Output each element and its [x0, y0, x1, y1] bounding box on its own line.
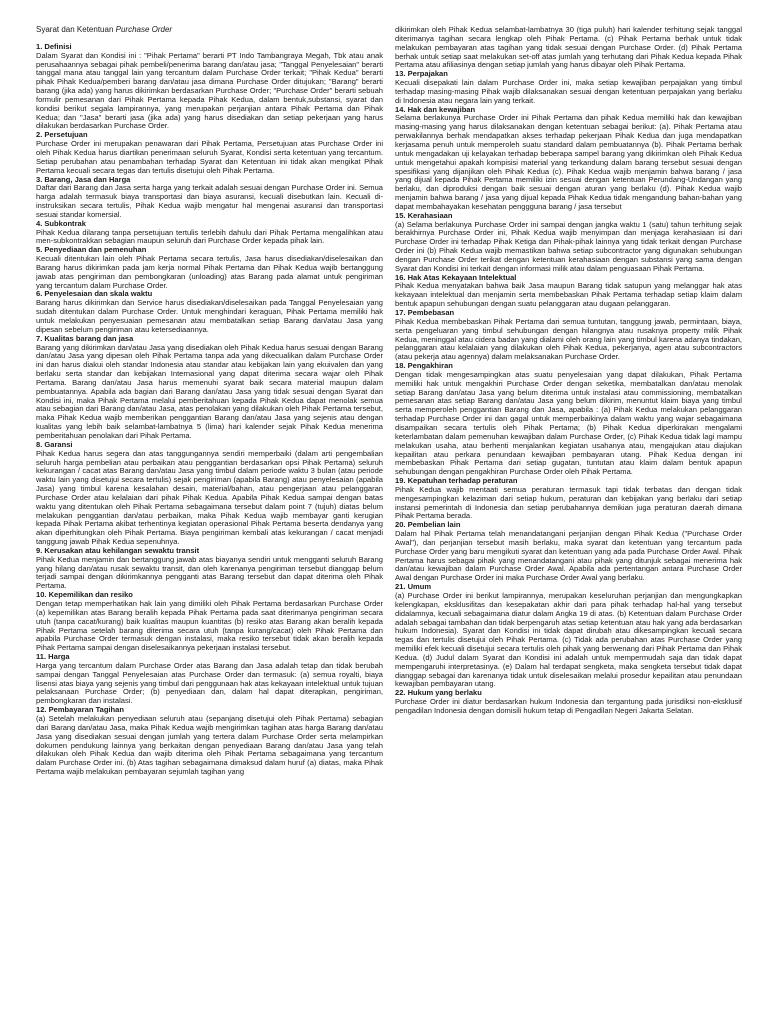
section-body: Barang harus dikirimkan dan Service harus disediakan/diselesaikan pada Tanggal Penyelesaian yang sudah ditentukan dalam Purchase Order. Untuk menghindari keraguan, Pihak Pertama memiliki hak untuk melakukan penyesuaian pemesanan atau membatalkan setiap Barang dan/atau Jasa yang dipesan sebelum pengiriman atau ketersediaannya.	[36, 298, 383, 334]
section-heading: 15. Kerahasiaan	[395, 210, 453, 220]
section-right-2	[395, 106, 742, 212]
section-left-2	[36, 176, 383, 220]
section-heading: 19. Kepatuhan terhadap peraturan	[395, 476, 518, 486]
section-heading: 12. Pembayaran Tagihan	[36, 705, 124, 715]
section-heading: 20. Pembelian lain	[395, 520, 461, 530]
title-emphasis: Purchase Order	[115, 26, 173, 34]
section-left-5	[36, 290, 383, 334]
section-body: Harga yang tercantum dalam Purchase Order atas Barang dan Jasa adalah tetap dan tidak berubah sampai dengan Tanggal Penyelesaian atas Purchase Order dan termasuk: (a) semua royalti, biaya lisensi atas biaya yang sejenis yang timbul dari penggunaan hak atas kekayaan intelektual untuk tujuan pelaksanaan Purchase Order; (b) penyediaan dan, dalam hal dapat diterapkan, pengiriman, pembongkaran dan instalasi.	[36, 660, 383, 706]
section-body: Pihak Kedua dilarang tanpa persetujuan tertulis terlebih dahulu dari Pihak Pertama mengalihkan atau men-subkontrakkan sebagian maupun seluruh dari Purchase Order kepada pihak lain.	[36, 227, 383, 246]
section-right-7	[395, 477, 742, 521]
section-heading: 14. Hak dan kewajiban	[395, 104, 476, 114]
section-heading: 11. Harga	[36, 652, 70, 662]
document-title	[36, 26, 383, 35]
section-heading: 13. Perpajakan	[395, 69, 448, 79]
section-body: Purchase Order ini diatur berdasarkan hukum Indonesia dan tergantung pada jurisdiksi non-eksklusif pengadilan Indonesia dengan domisili hukum tetap di Pengadilan Negeri Jakarta Selatan.	[395, 697, 742, 715]
section-body: Purchase Order ini merupakan penawaran dari Pihak Pertama, Persetujuan atas Purchase Order ini oleh Pihak Kedua harus diartikan penerimaan seluruh Syarat, Kondisi serta ketentuan yang tercantum. Setiap perubahan atau penambahan terhadap Syarat dan Ketentuan ini tidak akan mengikat Pihak Pertama kecuali secara tegas dan tertulis disetujui oleh Pihak Pertama.	[36, 139, 383, 175]
section-heading: 1. Definisi	[36, 41, 72, 51]
section-heading: 3. Barang, Jasa dan Harga	[36, 174, 131, 184]
section-heading: 17. Pembebasan	[395, 308, 455, 317]
section-right-3	[395, 212, 742, 274]
section-body: Pihak Kedua harus segera dan atas tanggungannya sendiri memperbaiki (dalam arti pengembalian seluruh harga pembelian atau perbaikan atau penggantian berdasarkan opsi Pihak Pertama) seluruh kekurangan / cacat atas Barang dan/atau Jasa yang timbul dalam periode waktu 3 bulan (atau periode waktu lain yang disetujui secara tertulis) sejak pengiriman (apabila Barang) atau penyelesaian (apabila Jasa) yang timbul karena kesalahan desain, material/bahan, atau pengerjaan atau pelanggaran Purchase Order atau kelalaian dari pihak Pihak Kedua. Apabila Pihak Kedua sampai dengan batas waktu yang ditentukan oleh Pihak Pertama sebagaimana tersebut dalam point 7 (tujuh) diatas belum melakukan penggantian dan/atau perbaikan, maka Pihak Kedua wajib membayar ganti kerugian kepada Pihak Pertama akibat terhentinya kegiatan operasional Pihak Pertama beserta dendanya yang akan diperhitungkan oleh Pihak Pertama. Biaya pengiriman kembali atas kekurangan / cacat menjadi tanggung jawab Pihak Kedua sepenuhnya.	[36, 448, 383, 547]
section-heading: 2. Persetujuan	[36, 130, 88, 140]
section-right-9	[395, 583, 742, 689]
right-column	[395, 26, 742, 1024]
section-left-9	[36, 591, 383, 653]
section-body: (a) Purchase Order ini berikut lampirannya, merupakan keseluruhan perjanjian dan mengungkapkan kelengkapan, eksklusifitas dan kesepakatan akhir dari para pihak terhadap hal-hal yang tersebut didalamnya, kecuali sebagaimana diatur dalam Angka 19 di atas. (b) Ketentuan dalam Purchase Order adalah sebagai tambahan dan tidak berpengaruh atas setiap ketentuan atau hak yang ada berdasarkan hukum Indonesia). Syarat dan Kondisi ini tidak dapat dirubah atau dikesampingkan kecuali secara tegas dan tertulis disetujui oleh Pihak Pertama. (c) Tidak ada perubahan atas Purchase Order yang memiliki efek kecuali disetujui secara tertulis oleh pihak yang berwenang dari Pihak Pertama dan Pihak Kedua. (d) Judul dalam Syarat dan Kondisi ini adalah untuk mempermudah saja dan tidak dapat mempengaruhi interpretasinya. (e) Dalam hal terdapat sengketa, maka sengketa tersebut tidak dapat dianggap sebagai dan karenanya tidak untuk diselesaikan melalui prosedur kepailitan atau penundaan kewajiban pembayaran utang.	[395, 591, 742, 689]
section-body: Selama berlakunya Purchase Order ini Pihak Pertama dan pihak Kedua memiliki hak dan kewajiban masing-masing yang harus dilaksanakan dengan ketentuan sebagai berikut: (a). Pihak Pertama atau perwakilannya berhak mendapatkan akses terhadap pekerjaan Pihak Kedua dan juga mendapatkan kerjasama penuh untuk memperoleh suatu standard dalam pembuatannya (b). Pihak Pertama berhak untuk mengadakan uji kelayakan terhadap beberapa sampel barang yang dikirimkan oleh Pihak Kedua untuk mengetahui apakah kompisisi material yang terkandung dalam barang tersebut sesuai dengan spesifikasi yang dijanjikan oleh Pihak Kedua (c). Pihak Kedua wajib menjamin bahwa barang / jasa yang dijual kepada Pihak Pertama memiliki izin sesuai dengan ketentuan Perundang-Undangan yang berlaku, dan diproduksi dengan baik sesuai dengan aturan yang berlaku (d). Pihak Kedua wajib menjamin bahwa barang / jasa yang dijual kepada Pihak Kedua tidak mengandung bahan-bahan yang dapat membahayakan kesehatan penggguna barang / jasa tersebut	[395, 113, 742, 211]
section-heading: 22. Hukum yang berlaku	[395, 688, 482, 698]
section-right-4	[395, 274, 742, 309]
section-body: (a) Selama berlakunya Purchase Order ini sampai dengan jangka waktu 1 (satu) tahun terhitung sejak berakhirnya Purchase Order ini, Pihak Kedua wajib menyimpan dan menjaga kerahasiaan isi dari Purchase Order ini terhadap Pihak Ketiga dan Pihak-pihak lainnya yang tidak terkait dengan Purchase Order ini (b) Pihak Kedua wajib memastikan bahwa setiap subcontractor yang digunakan sehubungan dengan Purchase Order terikat dengan ketentuan kerahasiaan dengan substansi yang sama dengan Syarat dan Kondisi ini terkait dengan informasi milik atau dalam penguasaan Pihak Pertama.	[395, 219, 742, 273]
section-left-0	[36, 43, 383, 131]
section-heading: 4. Subkontrak	[36, 218, 86, 228]
section-right-5	[395, 309, 742, 362]
section-heading: 18. Pengakhiran	[395, 361, 453, 371]
section-body: Pihak Kedua wajib mentaati semua peraturan termasuk tapi tidak terbatas dan dengan tidak mengesampingkan kelaziman dari setiap hukum, peraturan dan kebijakan yang berlaku dari setiap instansi pemerintah di Indonesia dan setiap perubahannya demikian juga peraturan daerah dimana Pihak Pertama berada.	[395, 484, 742, 521]
section-left-4	[36, 246, 383, 290]
section-body: Daftar dari Barang dan Jasa serta harga yang terkait adalah sesuai dengan Purchase Order ini. Semua harga adalah termasuk biaya transportasi dan biaya asuransi, kecuali disebutkan lain. Kecuali di-instruksikan secara tertulis, Pihak Kedua wajib mengatur hal mengenai asuransi dan transportasi sesuai standar komersial.	[36, 183, 383, 219]
section-body: Dalam Syarat dan Kondisi ini : "Pihak Pertama" berarti PT Indo Tambangraya Megah, Tbk atau anak perusahaannya sebagai pihak pembeli/penerima barang dan/atau jasa; "Tanggal Penyelesaian" berarti tanggal mana atau tanggal lain yang tercantum dalam Purchase Order terkait; "Pihak Kedua" berarti pihak Pihak Kedua/pemberi barang dan/atau jasa dimana Purchase Order ditujukan; "Barang" berarti barang (jika ada) yang harus dikirimkan berdasarkan Purchase Order; "Purchase Order" berarti sebuah formulir pemesanan dari Pihak Pertama kepada Pihak Kedua, dalam bentuk,substansi, syarat dan kondisi berikut segala lampirannya, yang merupakan perjanjian antara Pihak Pertama dan Pihak Kedua; dan "Jasa" berarti jasa (jika ada) yang harus disediakan dan setiap pekerjaan yang harus dilakukan berdasarkan Purchase Order.	[36, 50, 383, 131]
section-left-6	[36, 335, 383, 441]
section-body: Pihak Kedua membebaskan Pihak Pertama dari semua tuntutan, tanggung jawab, permintaan, biaya, serta pengeluaran yang timbul sehubungan dengan hilangnya atau rusaknya property milik Pihak Kedua, meninggal atau cidera badan yang dialami oleh orang lain yang timbul karena adanya tindakan, pelanggaran atau kelalaian yang dilakukan oleh Pihak Kedua, pekerjanya, agen atau subcontractors (atau pekerja atau agennya) dalam melaksanakan Purchase Order.	[395, 316, 742, 362]
section-right-8	[395, 521, 742, 583]
section-body: Pihak Kedua menjamin dan bertanggung jawab atas biayanya sendiri untuk mengganti seluruh Barang yang hilang dan/atau rusak sewaktu transit, dan oleh karenanya pengiriman tersebut dianggap belum terjadi sampai dengan dikirimkannya pengganti atas Barang tersebut dan dapat diterima oleh Pihak Pertama.	[36, 554, 383, 591]
section-heading: 8. Garansi	[36, 439, 73, 449]
section-body: Dengan tetap memperhatikan hak lain yang dimiliki oleh Pihak Pertama berdasarkan Purchase Order (a) kepemilikan atas Barang beralih kepada Pihak Pertama pada saat diterimanya pengiriman secara utuh (tanpa cacat/kurang) baik kualitas maupun kuantitas (b) resiko atas Barang akan beralih kepada Pihak Pertama setelah barang diterima secara utuh (tanpa kurang/cacat) oleh Pihak Pertama dan apabila Purchase Order termasuk dengan instalasi, maka resiko tersebut tidak akan beralih kepada Pihak Pertama sampai dengan diselesaikannya pekerjaan instalasi tersebut.	[36, 599, 383, 653]
section-body: dikirimkan oleh Pihak Kedua selambat-lambatnya 30 (tiga puluh) hari kalender terhitung sejak tanggal diterimanya tagihan secara lengkap oleh Pihak Pertama. (c) Pihak Pertama berhak untuk tidak melakukan pembayaran atas tagihan yang tidak sesuai dengan Purchase Order. (d) Pihak Pertama berhak untuk setiap saat melakukan set-off atas jumlah yang terhutang dari Pihak Kedua kepada Pihak Pertama atau afiliasinya dengan setiap jumlah yang harus dibayar oleh Pihak Pertama.	[395, 26, 742, 70]
section-body: Barang yang dikirimkan dan/atau Jasa yang disediakan oleh Pihak Kedua harus sesuai dengan Barang dan/atau Jasa yang dipesan oleh Pihak Pertama tanpa ada yang dikecualikan dalam Purchase Order ini dan harus diakui oleh standar Indonesia atau standar atau kebijakan lain yang ekuivalen dan yang berlaku serta standar dan kebijakan Internasional yang dapat diterima secara wajar oleh Pihak Pertama. Barang dan/atau Jasa harus memenuhi syarat baik secara material maupun dalam pembuatannya. Apabila ada bagian dari Barang dan/atau Jasa yang tidak sesuai dengan Syarat dan Kondisi ini, maka Pihak Pertama melalui pemberitahuan kepada Pihak Kedua dapat menolak semua atau sebagian dari Barang dan/atau Jasa, atas penolakan yang dilakukan oleh Pihak Pertama tersebut, maka Pihak Kedua wajib memberikan penggantian Barang dan/atau Jasa yang sejenis atau dengan kualitas yang lebih baik selambat-lambatnya 5 (lima) hari kalender sejak Pihak Kedua menerima pemberitahuan penolakan dari Pihak Pertama.	[36, 342, 383, 440]
section-body: Kecuali disepakati lain dalam Purchase Order ini, maka setiap kewajiban perpajakan yang timbul terhadap masing-masing Pihak wajib dilaksanakan sesuai dengan ketentuan perpajakan yang berlaku di Indonesia atau negara lain yang terkait.	[395, 78, 742, 105]
section-body: Pihak Kedua menyatakan bahwa baik Jasa maupun Barang tidak satupun yang melanggar hak atas kekayaan intelektual dan menjamin serta membebaskan Pihak Pertama terhadap setiap klaim dalam bentuk apapun sehubungan dengan suatu pelanggaran atau dugaan pelanggaran.	[395, 281, 742, 309]
section-heading: 21. Umum	[395, 582, 432, 592]
section-right-10	[395, 689, 742, 716]
section-left-11	[36, 706, 383, 777]
section-heading: 9. Kerusakan atau kehilangan sewaktu transit	[36, 545, 200, 555]
section-heading: 10. Kepemilikan dan resiko	[36, 590, 133, 600]
section-heading: 7. Kualitas barang dan jasa	[36, 333, 134, 343]
section-body: Dengan tidak mengesampingkan atas suatu penyelesaian yang dapat dilakukan, Pihak Pertama memiliki hak untuk mengakhiri Purchase Order dengan seketika, membatalkan dan/atau menolak setiap Barang dan/atau Jasa yang belum diterima untuk instalasi atau commissioning, membatalkan pemesanan atas setiap Barang dan/atau Jasa yang belum dikirim, menuntut klaim biaya yang timbul serta memperoleh penggantian Barang dan Jasa, apabila : (a) Pihak Kedua melakukan pelanggaran terhadap Purchase Order ini dan gagal untuk memperbaikinya dalam waktu yang wajar sebagaimana disampaikan secara tertulis oleh Pihak Pertama; (b) Pihak Kedua diperkirakan mengalami keterlambatan dalam pemenuhan kewajiban dalam Purchase Order, (c) Pihak Kedua tidak lagi mampu melakukan usaha, atau berhenti menjalankan kegiatan usahanya atau, mengajukan atau diajukan kepailitan atau perkara penundaan kewajiban pembayaran utang. Pihak Kedua dengan ini membebaskan Pihak Pertama dari setiap gugatan, tuntutan atau klaim dalam bentuk apapun sehubungan dengan pengakhiran Purchase Order oleh Pihak Pertama.	[395, 369, 742, 477]
section-heading: 16. Hak Atas Kekayaan Intelektual	[395, 272, 517, 282]
section-right-6	[395, 362, 742, 477]
title-prefix: Syarat dan Ketentuan	[36, 26, 116, 34]
section-left-1	[36, 131, 383, 175]
section-heading: 5. Penyediaan dan pemenuhan	[36, 245, 147, 255]
section-heading: 6. Penyelesaian dan skala waktu	[36, 289, 153, 299]
section-right-0	[395, 26, 742, 70]
section-body: (a) Setelah melakukan penyediaan seluruh atau (sepanjang disetujui oleh Pihak Pertama) sebagian dari Barang dan/atau Jasa, maka Pihak Kedua wajib mengirimkan tagihan atas harga Barang dan/atau Jasa yang disediakan sesuai dengan jumlah yang tertera dalam Purchase Order serta melampirkan dokumen pendukung lainnya yang berkaitan dengan penyediaan Barang dan/atau Jasa yang telah dilakukan oleh Pihak Kedua dan wajib diterima oleh Pihak Pertama sebagaimana yang tercantum dalam Purchase Order ini. (b) Atas tagihan sebagaimana dimaksud dalam huruf (a) diatas, maka Pihak Pertama wajib melakukan pembayaran sejumlah tagihan yang	[36, 713, 383, 777]
section-left-3	[36, 220, 383, 247]
section-left-7	[36, 441, 383, 547]
section-body: Kecuali ditentukan lain oleh Pihak Pertama secara tertulis, Jasa harus disediakan/diselesaikan dan Barang harus dikirimkan pada jam kerja normal Pihak Pertama dan Pihak Kedua wajib bertanggung jawab atas pengiriman dan pembongkaran (unloading) atas Barang pada alamat untuk pengiriman yang tercantum dalam Purchase Order.	[36, 254, 383, 290]
section-body: Dalam hal Pihak Pertama telah menandatangani perjanjian dengan Pihak Kedua ("Purchase Order Awal"), dan perjanjian tersebut masih berlaku, maka syarat dan ketentuan yang tercantum pada Purchase Order yang baru mengikuti syarat dan ketentuan yang ada pada Purchase Order Awal. Pihak Pertama harus sebagai pihak yang menandatangani atau pihak yang ditunjuk sebagai menerima hak dan/atau kewajiban dalam Purchase Order Awal. Apabila ada pertentangan antara Purchase Order Awal dengan Purchase Order ini maka Purchase Order Awal yang berlaku.	[395, 529, 742, 583]
section-left-8	[36, 547, 383, 591]
left-column	[36, 26, 383, 1024]
section-right-1	[395, 70, 742, 105]
section-left-10	[36, 653, 383, 706]
